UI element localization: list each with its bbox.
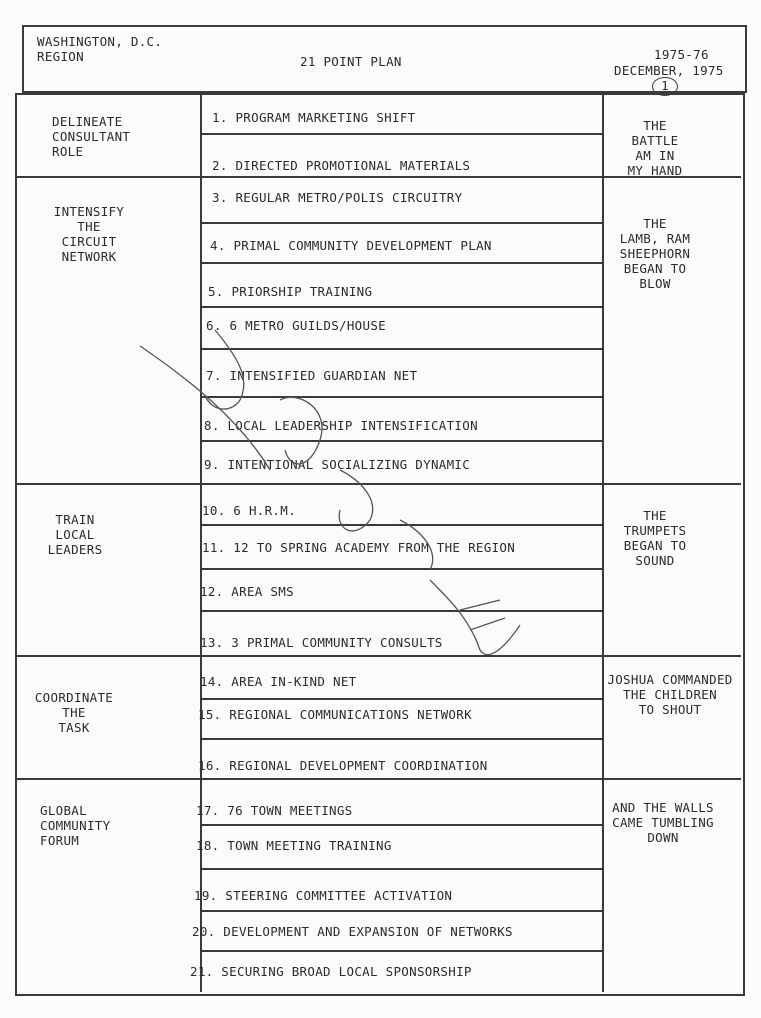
plan-point-15: 15. REGIONAL COMMUNICATIONS NETWORK bbox=[198, 707, 472, 722]
plan-point-21: 21. SECURING BROAD LOCAL SPONSORSHIP bbox=[190, 964, 472, 979]
section-label-global: GLOBAL COMMUNITY FORUM bbox=[40, 803, 111, 848]
plan-point-16: 16. REGIONAL DEVELOPMENT COORDINATION bbox=[198, 758, 488, 773]
plan-point-9: 9. INTENTIONAL SOCIALIZING DYNAMIC bbox=[204, 457, 471, 472]
plan-point-11: 11. 12 TO SPRING ACADEMY FROM THE REGION bbox=[202, 540, 516, 555]
story-text-walls: AND THE WALLS CAME TUMBLING DOWN bbox=[612, 800, 714, 845]
page-number: 1 bbox=[652, 77, 678, 96]
section-label-coordinate: COORDINATE THE TASK bbox=[34, 690, 114, 735]
document-title: 21 POINT PLAN bbox=[300, 54, 402, 69]
date-label: DECEMBER, 1975 bbox=[614, 63, 724, 78]
plan-point-17: 17. 76 TOWN MEETINGS bbox=[196, 803, 353, 818]
year-label: 1975-76 bbox=[654, 47, 709, 62]
plan-point-8: 8. LOCAL LEADERSHIP INTENSIFICATION bbox=[204, 418, 478, 433]
story-text-battle: THE BATTLE AM IN MY HAND bbox=[627, 118, 683, 178]
plan-point-4: 4. PRIMAL COMMUNITY DEVELOPMENT PLAN bbox=[210, 238, 492, 253]
org-name-line2: REGION bbox=[37, 49, 84, 64]
plan-point-14: 14. AREA IN-KIND NET bbox=[200, 674, 357, 689]
story-text-joshua: JOSHUA COMMANDED THE CHILDREN TO SHOUT bbox=[607, 672, 733, 717]
plan-point-10: 10. 6 H.R.M. bbox=[202, 503, 296, 518]
plan-point-12: 12. AREA SMS bbox=[200, 584, 294, 599]
plan-point-18: 18. TOWN MEETING TRAINING bbox=[196, 838, 392, 853]
plan-point-1: 1. PROGRAM MARKETING SHIFT bbox=[212, 110, 416, 125]
story-text-lamb: THE LAMB, RAM SHEEPHORN BEGAN TO BLOW bbox=[619, 216, 691, 291]
section-label-train: TRAIN LOCAL LEADERS bbox=[47, 512, 103, 557]
story-text-trumpets: THE TRUMPETS BEGAN TO SOUND bbox=[623, 508, 687, 568]
org-name-line1: WASHINGTON, D.C. bbox=[37, 34, 163, 49]
section-label-delineate: DELINEATE CONSULTANT ROLE bbox=[52, 114, 131, 159]
plan-point-19: 19. STEERING COMMITTEE ACTIVATION bbox=[194, 888, 453, 903]
plan-point-2: 2. DIRECTED PROMOTIONAL MATERIALS bbox=[212, 158, 471, 173]
plan-point-13: 13. 3 PRIMAL COMMUNITY CONSULTS bbox=[200, 635, 443, 650]
plan-point-7: 7. INTENSIFIED GUARDIAN NET bbox=[206, 368, 418, 383]
plan-point-5: 5. PRIORSHIP TRAINING bbox=[208, 284, 373, 299]
plan-point-6: 6. 6 METRO GUILDS/HOUSE bbox=[206, 318, 386, 333]
section-label-intensify: INTENSIFY THE CIRCUIT NETWORK bbox=[53, 204, 125, 264]
plan-point-20: 20. DEVELOPMENT AND EXPANSION OF NETWORKS bbox=[192, 924, 513, 939]
plan-point-3: 3. REGULAR METRO/POLIS CIRCUITRY bbox=[212, 190, 463, 205]
